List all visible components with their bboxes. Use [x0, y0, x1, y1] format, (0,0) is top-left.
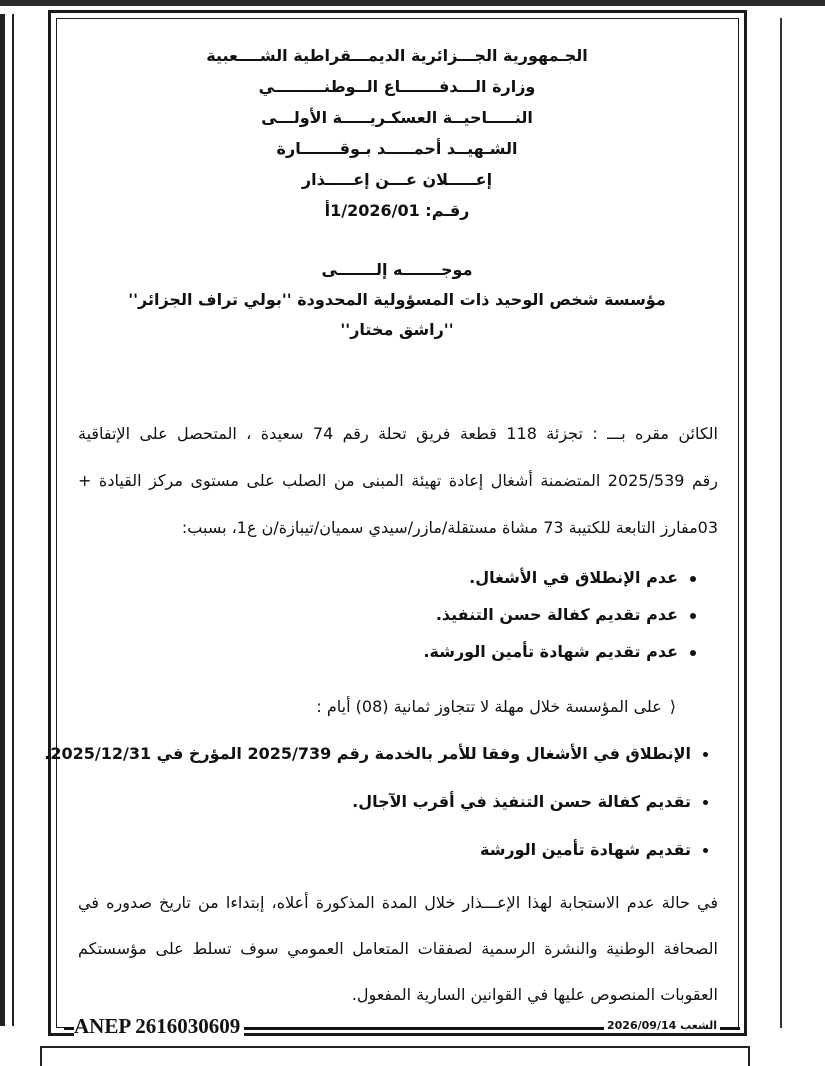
- addressee-company: مؤسسة شخص الوحيد ذات المسؤولية المحدودة ''بولي تراف الجزائر'': [128, 290, 666, 309]
- closing-line: الصحافة الوطنية والنشرة الرسمية لصفقات المتعامل العمومي سوف تسلط على مؤسستكم: [78, 939, 718, 958]
- publication-info: [604, 1019, 720, 1032]
- list-item: عدم تقديم كفالة حسن التنفيذ.: [78, 605, 696, 642]
- left-column-rule: [0, 14, 5, 1026]
- region-heading: النـــــاحيــة العسكـريـــــة الأولـــى: [261, 108, 533, 127]
- arrow-bullet-icon: ⟨: [669, 697, 676, 716]
- list-item: تقديم شهادة تأمين الورشة: [78, 840, 708, 888]
- bullet-icon: [703, 800, 708, 805]
- list-item: تقديم كفالة حسن التنفيذ في أقرب الآجال.: [78, 792, 708, 840]
- bullet-icon: [703, 752, 708, 757]
- publication-date: 2026/09/14: [607, 1019, 677, 1032]
- notice-body: [78, 410, 718, 551]
- list-item: عدم الإنطلاق في الأشغال.: [78, 568, 696, 605]
- list-item: عدم تقديم شهادة تأمين الورشة.: [78, 642, 696, 679]
- reasons-list: [78, 568, 696, 679]
- anep-reference: ANEP 2616030609: [74, 1014, 244, 1039]
- footer-bar: [64, 1014, 754, 1040]
- ministry-heading: وزارة الـــدفـــــــاع الــوطنـــــــــي: [258, 77, 536, 96]
- notice-header: [72, 40, 722, 345]
- addressee-manager: ''راشق مختار'': [340, 320, 454, 339]
- closing-line: العقوبات المنصوص عليها في القوانين السارية المفعول.: [351, 985, 718, 1004]
- body-line: الكائن مقره بـــ : تجزئة 118 قطعة فريق تحلة رقم 74 سعيدة ، المتحصل على الإتفاقية: [78, 424, 719, 443]
- notice-number: رقـم: 1/2026/01أ: [324, 201, 470, 220]
- republic-heading: الجـمهورية الجـــزائرية الديمـــقراطية الشــــعبية: [206, 46, 588, 65]
- list-item: الإنطلاق في الأشغال وفقا للأمر بالخدمة رقم 2025/739 المؤرخ في 2025/12/31.: [78, 744, 708, 792]
- closing-line: في حالة عدم الاستجابة لهذا الإعـــذار خلال المدة المذكورة أعلاه، إبتداءا من تاريخ صدوره في: [78, 893, 718, 912]
- bullet-icon: [690, 576, 696, 582]
- notice-title: إعـــــلان عـــن إعـــــذار: [301, 170, 493, 189]
- left-column-inner-rule: [12, 14, 14, 1026]
- deadline-text: على المؤسسة خلال مهلة لا تتجاوز ثمانية (08) أيام :: [316, 697, 662, 716]
- right-column-rule: [780, 18, 782, 1028]
- newspaper-name: الشعب: [680, 1019, 718, 1032]
- addressee-label: موجـــــــه إلـــــــى: [321, 260, 473, 279]
- closing-paragraph: [78, 880, 718, 1018]
- unit-heading: الشـهيــد أحمـــــد بـوقـــــــارة: [276, 139, 518, 158]
- bullet-icon: [690, 613, 696, 619]
- next-announcement-frame: [40, 1046, 750, 1066]
- deadline-line: [78, 697, 676, 716]
- body-line: 03مفارز التابعة للكتيبة 73 مشاة مستقلة/مازر/سيدي سميان/تيبازة/ن ع1، بسبب:: [181, 518, 718, 537]
- bullet-icon: [690, 650, 696, 656]
- bullet-icon: [703, 848, 708, 853]
- requirements-list: [44, 744, 708, 888]
- body-line: رقم 2025/539 المتضمنة أشغال إعادة تهيئة المبنى من الصلب على مستوى مركز القيادة +: [78, 471, 719, 490]
- page-top-rule: [0, 0, 825, 6]
